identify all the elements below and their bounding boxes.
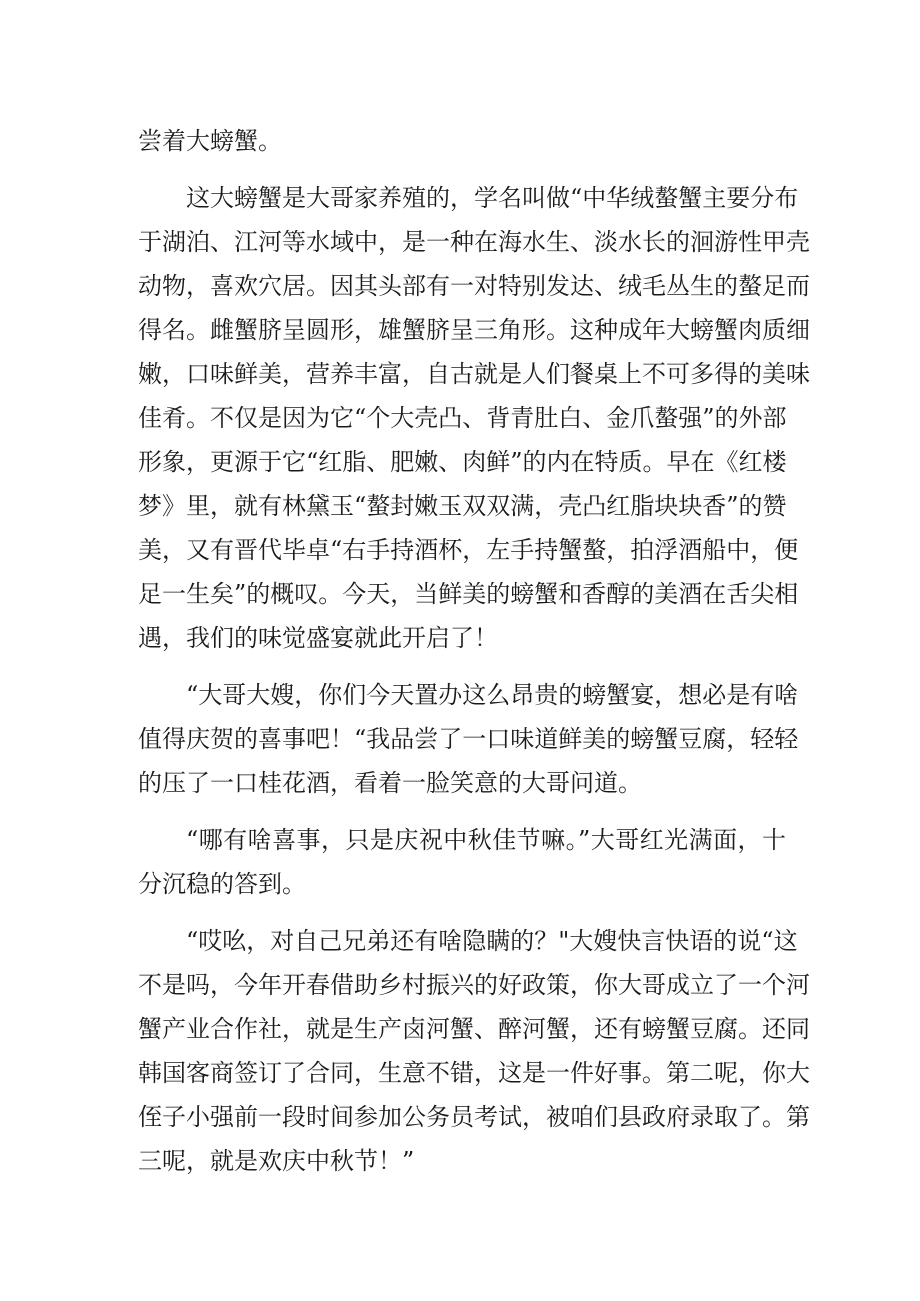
paragraph-gap xyxy=(138,660,786,673)
text-line: 蟹产业合作社，就是生产卤河蟹、醉河蟹，还有螃蟹豆腐。还同 xyxy=(138,1015,810,1043)
text-line: 值得庆贺的喜事吧！“我品尝了一口味道鲜美的螃蟹豆腐，轻轻 xyxy=(138,725,799,753)
text-line: 形象，更源于它“红脂、肥嫩、肉鲜”的内在特质。早在《红楼 xyxy=(138,448,787,476)
text-line: 这大螃蟹是大哥家养殖的，学名叫做“中华绒螯蟹主要分布 xyxy=(186,184,799,212)
text-line: 美，又有晋代毕卓“右手持酒杯，左手持蟹螯，拍浮酒船中，便 xyxy=(138,536,799,564)
text-line: 嫩，口味鲜美，营养丰富，自古就是人们餐桌上不可多得的美味 xyxy=(138,360,810,388)
text-line: 的压了一口桂花酒，看着一脸笑意的大哥问道。 xyxy=(138,769,642,797)
paragraph xyxy=(138,673,799,805)
text-line: 侄子小强前一段时间参加公务员考试，被咱们县政府录取了。第 xyxy=(138,1103,810,1131)
paragraph xyxy=(138,919,810,1183)
paragraph-gap xyxy=(138,805,786,818)
text-line: 韩国客商签订了合同，生意不错，这是一件好事。第二呢，你大 xyxy=(138,1059,810,1087)
paragraph xyxy=(138,176,810,660)
text-line: 不是吗，今年开春借助乡村振兴的好政策，你大哥成立了一个河 xyxy=(138,971,810,999)
text-line: 梦》里，就有林黛玉“螯封嫩玉双双满，壳凸红脂块块香”的赞 xyxy=(138,492,787,520)
text-line: 遇，我们的味觉盛宴就此开启了！ xyxy=(138,624,498,652)
text-line: “哪有啥喜事，只是庆祝中秋佳节嘛。”大哥红光满面，十 xyxy=(186,826,786,854)
text-line: 动物，喜欢穴居。因其头部有一对特别发达、绒毛丛生的螯足而 xyxy=(138,272,810,300)
text-line: 分沉稳的答到。 xyxy=(138,870,306,898)
text-line: 得名。雌蟹脐呈圆形，雄蟹脐呈三角形。这种成年大螃蟹肉质细 xyxy=(138,316,810,344)
text-line: 于湖泊、江河等水域中，是一种在海水生、淡水长的洄游性甲壳 xyxy=(138,228,810,256)
text-line: 尝着大螃蟹。 xyxy=(138,127,282,155)
text-line: 佳肴。不仅是因为它“个大壳凸、背青肚白、金爪螯强”的外部 xyxy=(138,404,787,432)
paragraph xyxy=(138,818,786,906)
paragraph-gap xyxy=(138,163,786,176)
paragraph-gap xyxy=(138,906,786,919)
paragraph xyxy=(138,119,786,163)
text-line: “哎吆，对自己兄弟还有啥隐瞒的？"大嫂快言快语的说“这 xyxy=(186,927,798,955)
text-line: “大哥大嫂，你们今天置办这么昂贵的螃蟹宴，想必是有啥 xyxy=(186,681,799,709)
document-body xyxy=(138,119,810,1183)
text-line: 足一生矣”的概叹。今天，当鲜美的螃蟹和香醇的美酒在舌尖相 xyxy=(138,580,799,608)
text-line: 三呢，就是欢庆中秋节！” xyxy=(138,1147,415,1175)
